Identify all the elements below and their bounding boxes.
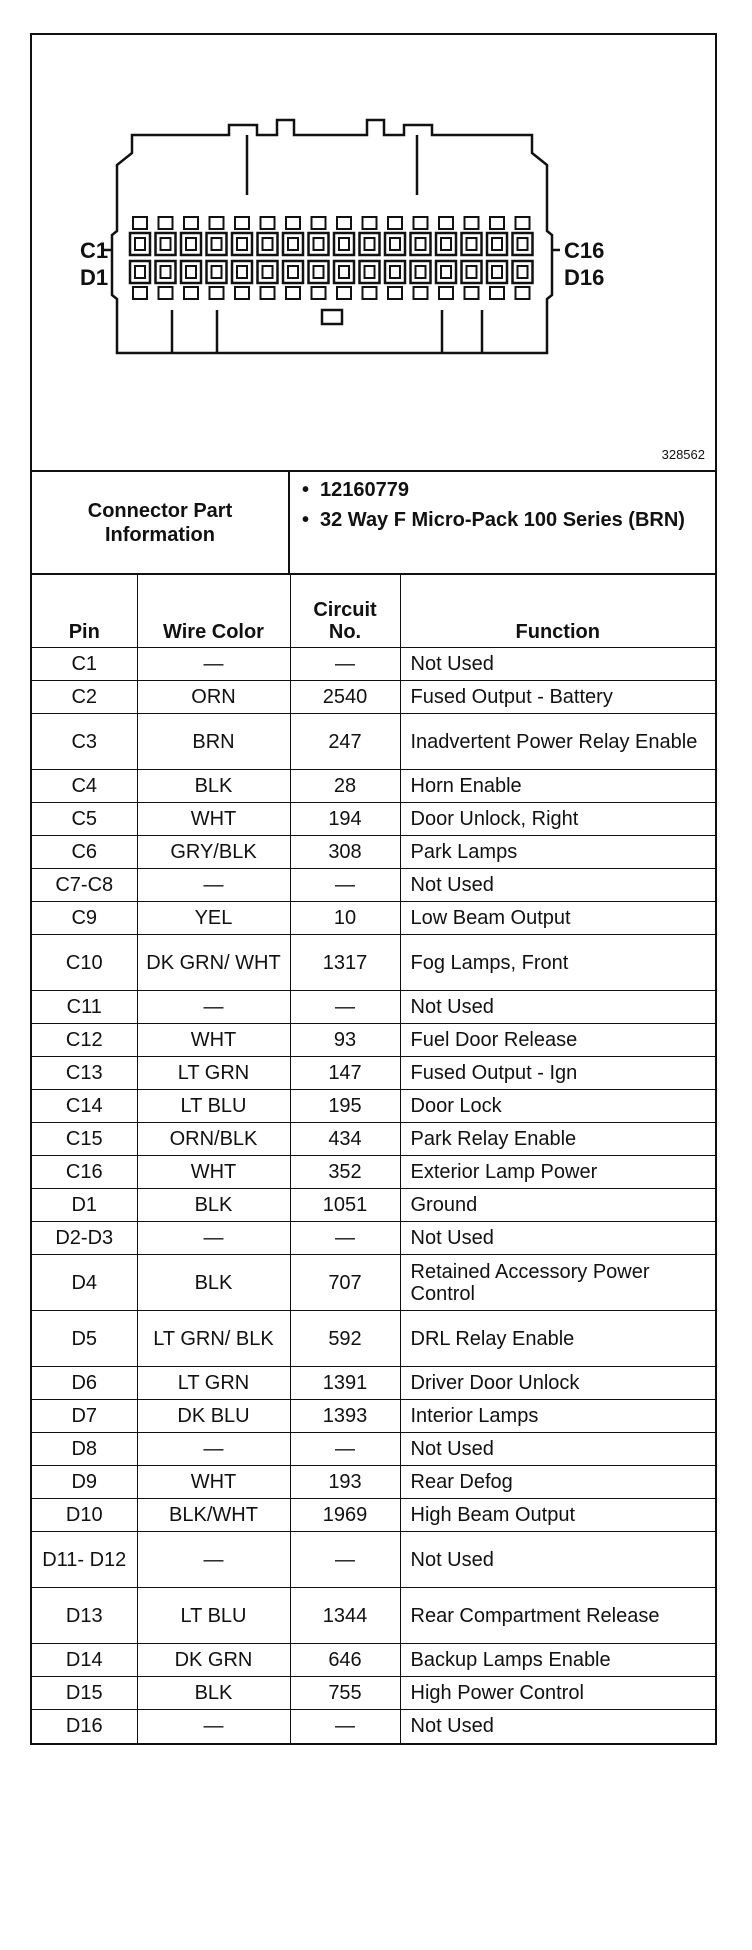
pin-cell: D14 xyxy=(32,1644,137,1677)
circuit-cell: — xyxy=(290,991,400,1024)
table-row xyxy=(32,1311,715,1367)
function-cell: Horn Enable xyxy=(400,770,715,803)
pin-cell: D16 xyxy=(32,1710,137,1743)
table-row xyxy=(32,803,715,836)
lock-tab xyxy=(286,217,300,229)
lock-tab xyxy=(439,287,453,299)
wire-color-cell: WHT xyxy=(137,803,290,836)
cavity-d11 xyxy=(385,261,405,283)
header-wire-color: Wire Color xyxy=(137,575,290,648)
lock-tab xyxy=(159,287,173,299)
function-cell: Inadvertent Power Relay Enable xyxy=(400,714,715,770)
part-number-item xyxy=(302,478,703,502)
lock-tab xyxy=(337,287,351,299)
circuit-cell: 1317 xyxy=(290,935,400,991)
label-d1: D1 xyxy=(80,265,109,290)
cavity-d16 xyxy=(513,261,533,283)
pin-cell: C3 xyxy=(32,714,137,770)
cavity-d13 xyxy=(436,261,456,283)
function-cell: Park Lamps xyxy=(400,836,715,869)
cavity-d4 xyxy=(207,261,227,283)
wire-color-cell: ORN/BLK xyxy=(137,1123,290,1156)
table-row xyxy=(32,681,715,714)
function-cell: Fused Output - Battery xyxy=(400,681,715,714)
function-cell: Not Used xyxy=(400,1433,715,1466)
lock-tab xyxy=(363,217,377,229)
table-row xyxy=(32,1189,715,1222)
table-header-row xyxy=(32,575,715,648)
table-row xyxy=(32,1532,715,1588)
function-cell: Ground xyxy=(400,1189,715,1222)
wire-color-cell: — xyxy=(137,648,290,681)
header-function: Function xyxy=(400,575,715,648)
lock-tab xyxy=(286,287,300,299)
lock-tab xyxy=(388,287,402,299)
table-row xyxy=(32,1677,715,1710)
function-cell: DRL Relay Enable xyxy=(400,1311,715,1367)
table-row xyxy=(32,935,715,991)
cavity-d15 xyxy=(487,261,507,283)
lock-tab xyxy=(337,217,351,229)
wire-color-cell: — xyxy=(137,869,290,902)
connector-sheet xyxy=(30,33,717,1745)
function-cell: Park Relay Enable xyxy=(400,1123,715,1156)
lock-tab xyxy=(261,287,275,299)
pin-cell: C11 xyxy=(32,991,137,1024)
pinout-table xyxy=(32,575,715,1743)
circuit-cell: — xyxy=(290,1222,400,1255)
wire-color-cell: — xyxy=(137,1433,290,1466)
cavity-d12 xyxy=(411,261,431,283)
pin-cell: D1 xyxy=(32,1189,137,1222)
pin-cell: C5 xyxy=(32,803,137,836)
cavity-c12 xyxy=(411,233,431,255)
lock-tab xyxy=(235,217,249,229)
circuit-cell: 1051 xyxy=(290,1189,400,1222)
wire-color-cell: BLK/WHT xyxy=(137,1499,290,1532)
function-cell: Retained Accessory Power Control xyxy=(400,1255,715,1311)
circuit-cell: — xyxy=(290,1433,400,1466)
lock-tab xyxy=(465,287,479,299)
table-row xyxy=(32,770,715,803)
function-cell: Not Used xyxy=(400,1710,715,1743)
lock-tab xyxy=(516,287,530,299)
pin-cell: C15 xyxy=(32,1123,137,1156)
table-row xyxy=(32,1090,715,1123)
function-cell: Not Used xyxy=(400,869,715,902)
circuit-cell: 93 xyxy=(290,1024,400,1057)
pin-cell: D13 xyxy=(32,1588,137,1644)
function-cell: Not Used xyxy=(400,1222,715,1255)
table-row xyxy=(32,1255,715,1311)
part-number: 12160779 xyxy=(320,479,409,501)
function-cell: Rear Compartment Release xyxy=(400,1588,715,1644)
cavity-d9 xyxy=(334,261,354,283)
function-cell: High Beam Output xyxy=(400,1499,715,1532)
circuit-cell: 707 xyxy=(290,1255,400,1311)
function-cell: High Power Control xyxy=(400,1677,715,1710)
label-c1: C1 xyxy=(80,238,109,263)
function-cell: Not Used xyxy=(400,991,715,1024)
bullet-icon: • xyxy=(302,509,310,531)
function-cell: Door Unlock, Right xyxy=(400,803,715,836)
pin-cell: D5 xyxy=(32,1311,137,1367)
lock-tab xyxy=(414,287,428,299)
connector-description: 32 Way F Micro-Pack 100 Series (BRN) xyxy=(320,509,685,531)
circuit-cell: 2540 xyxy=(290,681,400,714)
cavity-d14 xyxy=(462,261,482,283)
pin-cell: D2-D3 xyxy=(32,1222,137,1255)
cavity-d6 xyxy=(258,261,278,283)
wire-color-cell: LT GRN xyxy=(137,1367,290,1400)
wire-color-cell: GRY/BLK xyxy=(137,836,290,869)
function-cell: Fuel Door Release xyxy=(400,1024,715,1057)
lock-tab xyxy=(184,217,198,229)
function-cell: Exterior Lamp Power xyxy=(400,1156,715,1189)
wire-color-cell: BLK xyxy=(137,770,290,803)
circuit-cell: 247 xyxy=(290,714,400,770)
wire-color-cell: DK BLU xyxy=(137,1400,290,1433)
lock-tab xyxy=(133,217,147,229)
pin-cell: D8 xyxy=(32,1433,137,1466)
function-cell: Not Used xyxy=(400,1532,715,1588)
pin-cell: D4 xyxy=(32,1255,137,1311)
lock-tab xyxy=(261,217,275,229)
table-row xyxy=(32,1588,715,1644)
table-row xyxy=(32,836,715,869)
circuit-cell: 194 xyxy=(290,803,400,836)
wire-color-cell: BLK xyxy=(137,1255,290,1311)
table-row xyxy=(32,1499,715,1532)
table-row xyxy=(32,1222,715,1255)
pin-cell: C10 xyxy=(32,935,137,991)
function-cell: Door Lock xyxy=(400,1090,715,1123)
circuit-cell: 592 xyxy=(290,1311,400,1367)
wire-color-cell: WHT xyxy=(137,1156,290,1189)
lock-tab xyxy=(465,217,479,229)
function-cell: Driver Door Unlock xyxy=(400,1367,715,1400)
circuit-cell: — xyxy=(290,1532,400,1588)
circuit-cell: 10 xyxy=(290,902,400,935)
table-row xyxy=(32,1024,715,1057)
circuit-cell: 646 xyxy=(290,1644,400,1677)
wire-color-cell: BRN xyxy=(137,714,290,770)
pin-cell: C2 xyxy=(32,681,137,714)
wire-color-cell: — xyxy=(137,991,290,1024)
pin-cell: D7 xyxy=(32,1400,137,1433)
header-pin: Pin xyxy=(32,575,137,648)
pin-cell: D6 xyxy=(32,1367,137,1400)
cavity-c8 xyxy=(309,233,329,255)
connector-info-label: Connector Part Information xyxy=(32,472,290,573)
wire-color-cell: ORN xyxy=(137,681,290,714)
circuit-cell: 147 xyxy=(290,1057,400,1090)
lock-tab xyxy=(490,287,504,299)
figure-id: 328562 xyxy=(661,447,705,462)
circuit-cell: 434 xyxy=(290,1123,400,1156)
wire-color-cell: LT BLU xyxy=(137,1090,290,1123)
cavity-c2 xyxy=(156,233,176,255)
cavity-d5 xyxy=(232,261,252,283)
wire-color-cell: — xyxy=(137,1222,290,1255)
table-row xyxy=(32,869,715,902)
cavity-d1 xyxy=(130,261,150,283)
function-cell: Fused Output - Ign xyxy=(400,1057,715,1090)
cavity-c4 xyxy=(207,233,227,255)
cavity-c10 xyxy=(360,233,380,255)
connector-drawing xyxy=(32,35,715,468)
lock-tab xyxy=(210,287,224,299)
lock-tab xyxy=(312,217,326,229)
connector-figure xyxy=(32,35,715,472)
circuit-cell: 1393 xyxy=(290,1400,400,1433)
table-row xyxy=(32,1710,715,1743)
function-cell: Interior Lamps xyxy=(400,1400,715,1433)
table-row xyxy=(32,1156,715,1189)
header-circuit: Circuit No. xyxy=(290,575,400,648)
circuit-cell: 308 xyxy=(290,836,400,869)
label-c16: C16 xyxy=(564,238,605,263)
lock-tab xyxy=(439,217,453,229)
wire-color-cell: LT GRN/ BLK xyxy=(137,1311,290,1367)
label-d16: D16 xyxy=(564,265,605,290)
lock-tab xyxy=(184,287,198,299)
table-row xyxy=(32,902,715,935)
cavity-c15 xyxy=(487,233,507,255)
cavity-d10 xyxy=(360,261,380,283)
description-item xyxy=(302,508,703,532)
table-row xyxy=(32,648,715,681)
lock-tab xyxy=(133,287,147,299)
cavity-d3 xyxy=(181,261,201,283)
lock-tab xyxy=(235,287,249,299)
table-row xyxy=(32,1123,715,1156)
table-row xyxy=(32,1466,715,1499)
pin-cell: C6 xyxy=(32,836,137,869)
cavity-d8 xyxy=(309,261,329,283)
circuit-cell: 1969 xyxy=(290,1499,400,1532)
wire-color-cell: DK GRN xyxy=(137,1644,290,1677)
circuit-cell: 1391 xyxy=(290,1367,400,1400)
wire-color-cell: — xyxy=(137,1710,290,1743)
cavity-c11 xyxy=(385,233,405,255)
lock-tab xyxy=(414,217,428,229)
pin-cell: C16 xyxy=(32,1156,137,1189)
cavity-c9 xyxy=(334,233,354,255)
wire-color-cell: YEL xyxy=(137,902,290,935)
function-cell: Backup Lamps Enable xyxy=(400,1644,715,1677)
table-row xyxy=(32,1400,715,1433)
wire-color-cell: — xyxy=(137,1532,290,1588)
pin-cell: D10 xyxy=(32,1499,137,1532)
circuit-cell: 195 xyxy=(290,1090,400,1123)
circuit-cell: — xyxy=(290,1710,400,1743)
wire-color-cell: WHT xyxy=(137,1024,290,1057)
lock-tab xyxy=(312,287,326,299)
wire-color-cell: BLK xyxy=(137,1677,290,1710)
pin-cell: D9 xyxy=(32,1466,137,1499)
circuit-cell: 28 xyxy=(290,770,400,803)
function-cell: Rear Defog xyxy=(400,1466,715,1499)
pin-cell: C14 xyxy=(32,1090,137,1123)
wire-color-cell: BLK xyxy=(137,1189,290,1222)
cavity-c7 xyxy=(283,233,303,255)
table-row xyxy=(32,1644,715,1677)
table-row xyxy=(32,1057,715,1090)
pin-cell: C9 xyxy=(32,902,137,935)
circuit-cell: 755 xyxy=(290,1677,400,1710)
table-row xyxy=(32,991,715,1024)
function-cell: Low Beam Output xyxy=(400,902,715,935)
lock-tab xyxy=(516,217,530,229)
circuit-cell: 1344 xyxy=(290,1588,400,1644)
connector-info-values xyxy=(290,472,715,573)
function-cell: Fog Lamps, Front xyxy=(400,935,715,991)
cavity-d7 xyxy=(283,261,303,283)
pin-cell: C13 xyxy=(32,1057,137,1090)
table-row xyxy=(32,1433,715,1466)
cavity-d2 xyxy=(156,261,176,283)
pin-cell: D11- D12 xyxy=(32,1532,137,1588)
lock-tab xyxy=(490,217,504,229)
lock-tab xyxy=(159,217,173,229)
lock-tab xyxy=(210,217,224,229)
cavity-c16 xyxy=(513,233,533,255)
connector-part-info xyxy=(32,472,715,575)
table-row xyxy=(32,1367,715,1400)
bullet-icon: • xyxy=(302,479,310,501)
pin-cell: D15 xyxy=(32,1677,137,1710)
cavity-c3 xyxy=(181,233,201,255)
cavity-c6 xyxy=(258,233,278,255)
wire-color-cell: WHT xyxy=(137,1466,290,1499)
pin-cell: C4 xyxy=(32,770,137,803)
wire-color-cell: LT GRN xyxy=(137,1057,290,1090)
circuit-cell: 193 xyxy=(290,1466,400,1499)
circuit-cell: — xyxy=(290,648,400,681)
lock-tab xyxy=(388,217,402,229)
circuit-cell: — xyxy=(290,869,400,902)
lock-tab xyxy=(363,287,377,299)
wire-color-cell: LT BLU xyxy=(137,1588,290,1644)
cavity-c14 xyxy=(462,233,482,255)
table-row xyxy=(32,714,715,770)
function-cell: Not Used xyxy=(400,648,715,681)
pin-cell: C12 xyxy=(32,1024,137,1057)
circuit-cell: 352 xyxy=(290,1156,400,1189)
pin-cell: C1 xyxy=(32,648,137,681)
wire-color-cell: DK GRN/ WHT xyxy=(137,935,290,991)
cavity-c1 xyxy=(130,233,150,255)
cavity-c13 xyxy=(436,233,456,255)
pin-cell: C7-C8 xyxy=(32,869,137,902)
cavity-c5 xyxy=(232,233,252,255)
